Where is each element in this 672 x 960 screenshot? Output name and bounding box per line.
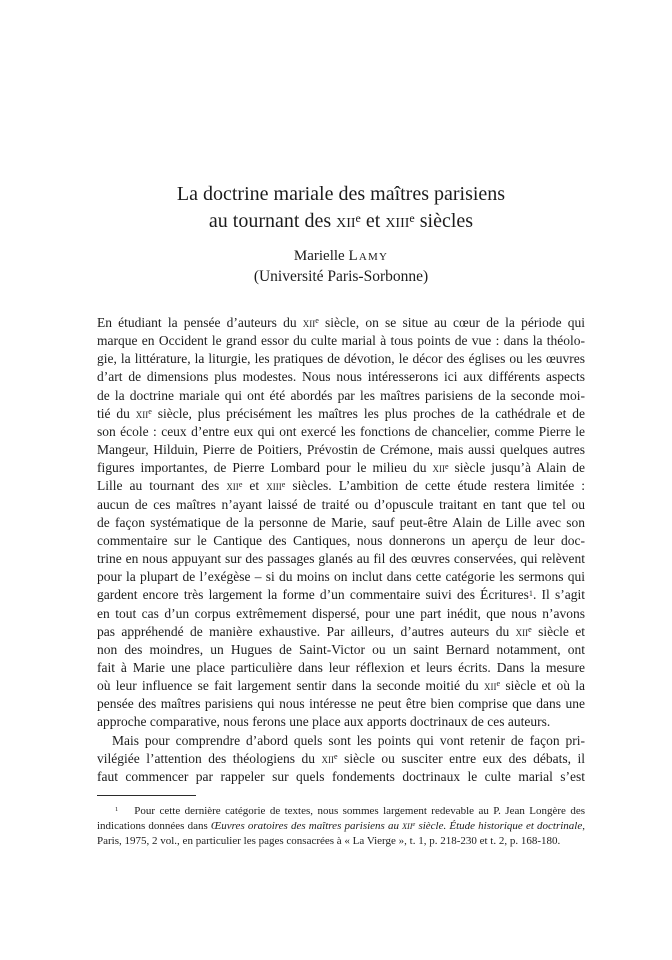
body-text-line: aucun de ces maîtres n’ayant laissé de traité ou d’opuscule traitant en tant que tel ou bbox=[97, 496, 585, 512]
body-text-line: approche comparative, nous ferons une place aux apports doctrinaux de ces auteurs. bbox=[97, 714, 551, 730]
body-text-line: Mangeur, Hilduin, Pierre de Poitiers, Prévostin de Crémone, mais aussi quelques autres bbox=[97, 442, 585, 458]
footnote-line: Paris, 1975, 2 vol., en particulier les pages consacrées à « La Vierge », t. 1, p. 218-230 et t. 2, p. 168-180. bbox=[97, 835, 561, 848]
article-body bbox=[97, 314, 585, 786]
author-affiliation: (Université Paris-Sorbonne) bbox=[253, 268, 429, 285]
footnote-line: indications données dans Œuvres oratoires des maîtres parisiens au xii$^e$ siècle. Étude historique et doctrinale, bbox=[97, 820, 585, 833]
article-title-line-1: La doctrine mariale des maîtres parisiens bbox=[176, 183, 506, 205]
author-name: Marielle Lamy bbox=[293, 248, 389, 264]
body-text-line: faut commencer par rappeler sur quels fondements doctrinaux le culte marial s’est bbox=[97, 768, 585, 784]
body-text-line: marque en Occident le grand essor du culte marial à tous points de vue : dans la théolo- bbox=[97, 333, 585, 349]
body-text-line: pensée des maîtres parisiens qui nous intéresse ne peut être bien comprise que dans une bbox=[97, 696, 585, 712]
body-text-line: Lille au tournant des xii$^e$ et xiii$^e$ siècles. L’ambition de cette étude restera limitée : bbox=[97, 478, 585, 494]
body-text-line: Mais pour comprendre d’abord quels sont les points qui vont retenir de façon pri- bbox=[112, 732, 585, 748]
footnote-separator-rule bbox=[97, 795, 196, 796]
body-text-line: pas appréhendé de manière exhaustive. Par ailleurs, d’autres auteurs du xii$^e$ siècle et bbox=[97, 623, 585, 639]
body-text-line: En étudiant la pensée d’auteurs du xii$^e$ siècle, on se situe au cœur de la période qui bbox=[97, 315, 585, 330]
body-text-line: de façon systématique de la personne de Marie, sauf peut-être Alain de Lille avec son bbox=[97, 514, 585, 530]
footnote-line: $^1$ Pour cette dernière catégorie de textes, nous sommes largement redevable au P. Jean Longère des bbox=[115, 805, 585, 818]
body-text-line: son école : ceux d’entre eux qui ont exercé les fonctions de chancelier, comme Pierre le bbox=[97, 423, 585, 439]
body-text-line: en tout cas d’un corpus extrêmement dispersé, pour une part inédit, que nous n’avons bbox=[97, 605, 585, 621]
body-text-line: fait à Marie une place particulière dans leur réflexion et leurs écrits. Dans la mesure bbox=[97, 659, 585, 675]
body-text-line: figures importantes, de Pierre Lombard pour le milieu du xii$^e$ siècle jusqu’à Alain de bbox=[97, 460, 585, 476]
body-text-line: gardent encore très largement la forme d’un commentaire suivi des Écritures$^1$. Il s’agit bbox=[97, 587, 585, 603]
body-text-line: vilégiée l’attention des théologiens du xii$^e$ siècle ou susciter entre eux des débats, il bbox=[97, 750, 585, 766]
body-text-line: où leur influence se fait largement sentir dans la seconde moitié du xii$^e$ siècle et où la bbox=[97, 678, 585, 694]
body-text-line: pour la plupart de l’exégèse – si du moins on inclut dans cette catégorie les sermons qui bbox=[97, 569, 585, 585]
body-text-line: commentaire sur le Cantique des Cantiques, nous donnerons un aperçu de leur doc- bbox=[97, 532, 585, 548]
body-text-line: non des moindres, un Hugues de Saint-Victor ou un saint Bernard notamment, ont bbox=[97, 641, 585, 657]
body-text-line: gie, la littérature, la liturgie, les pratiques de dévotion, le décor des églises ou les œuvres bbox=[97, 351, 585, 367]
body-text-line: d’art de dimensions plus modestes. Nous nous intéresserons ici aux différents aspects bbox=[97, 369, 585, 385]
footnote bbox=[97, 804, 585, 849]
body-text-line: de la doctrine mariale qui ont été abordés par les maîtres parisiens de la seconde moi- bbox=[97, 387, 585, 403]
body-text-line: tié du xii$^e$ siècle, plus précisément les maîtres les plus proches de la cathédrale et de bbox=[97, 405, 585, 421]
article-title bbox=[97, 181, 585, 235]
body-text-line: trine en nous appuyant sur des passages glanés au fil des œuvres conservées, qui relèvent bbox=[97, 551, 585, 567]
article-title-line-2: au tournant des xii$^e$ et xiii$^e$ siècles bbox=[208, 210, 474, 232]
